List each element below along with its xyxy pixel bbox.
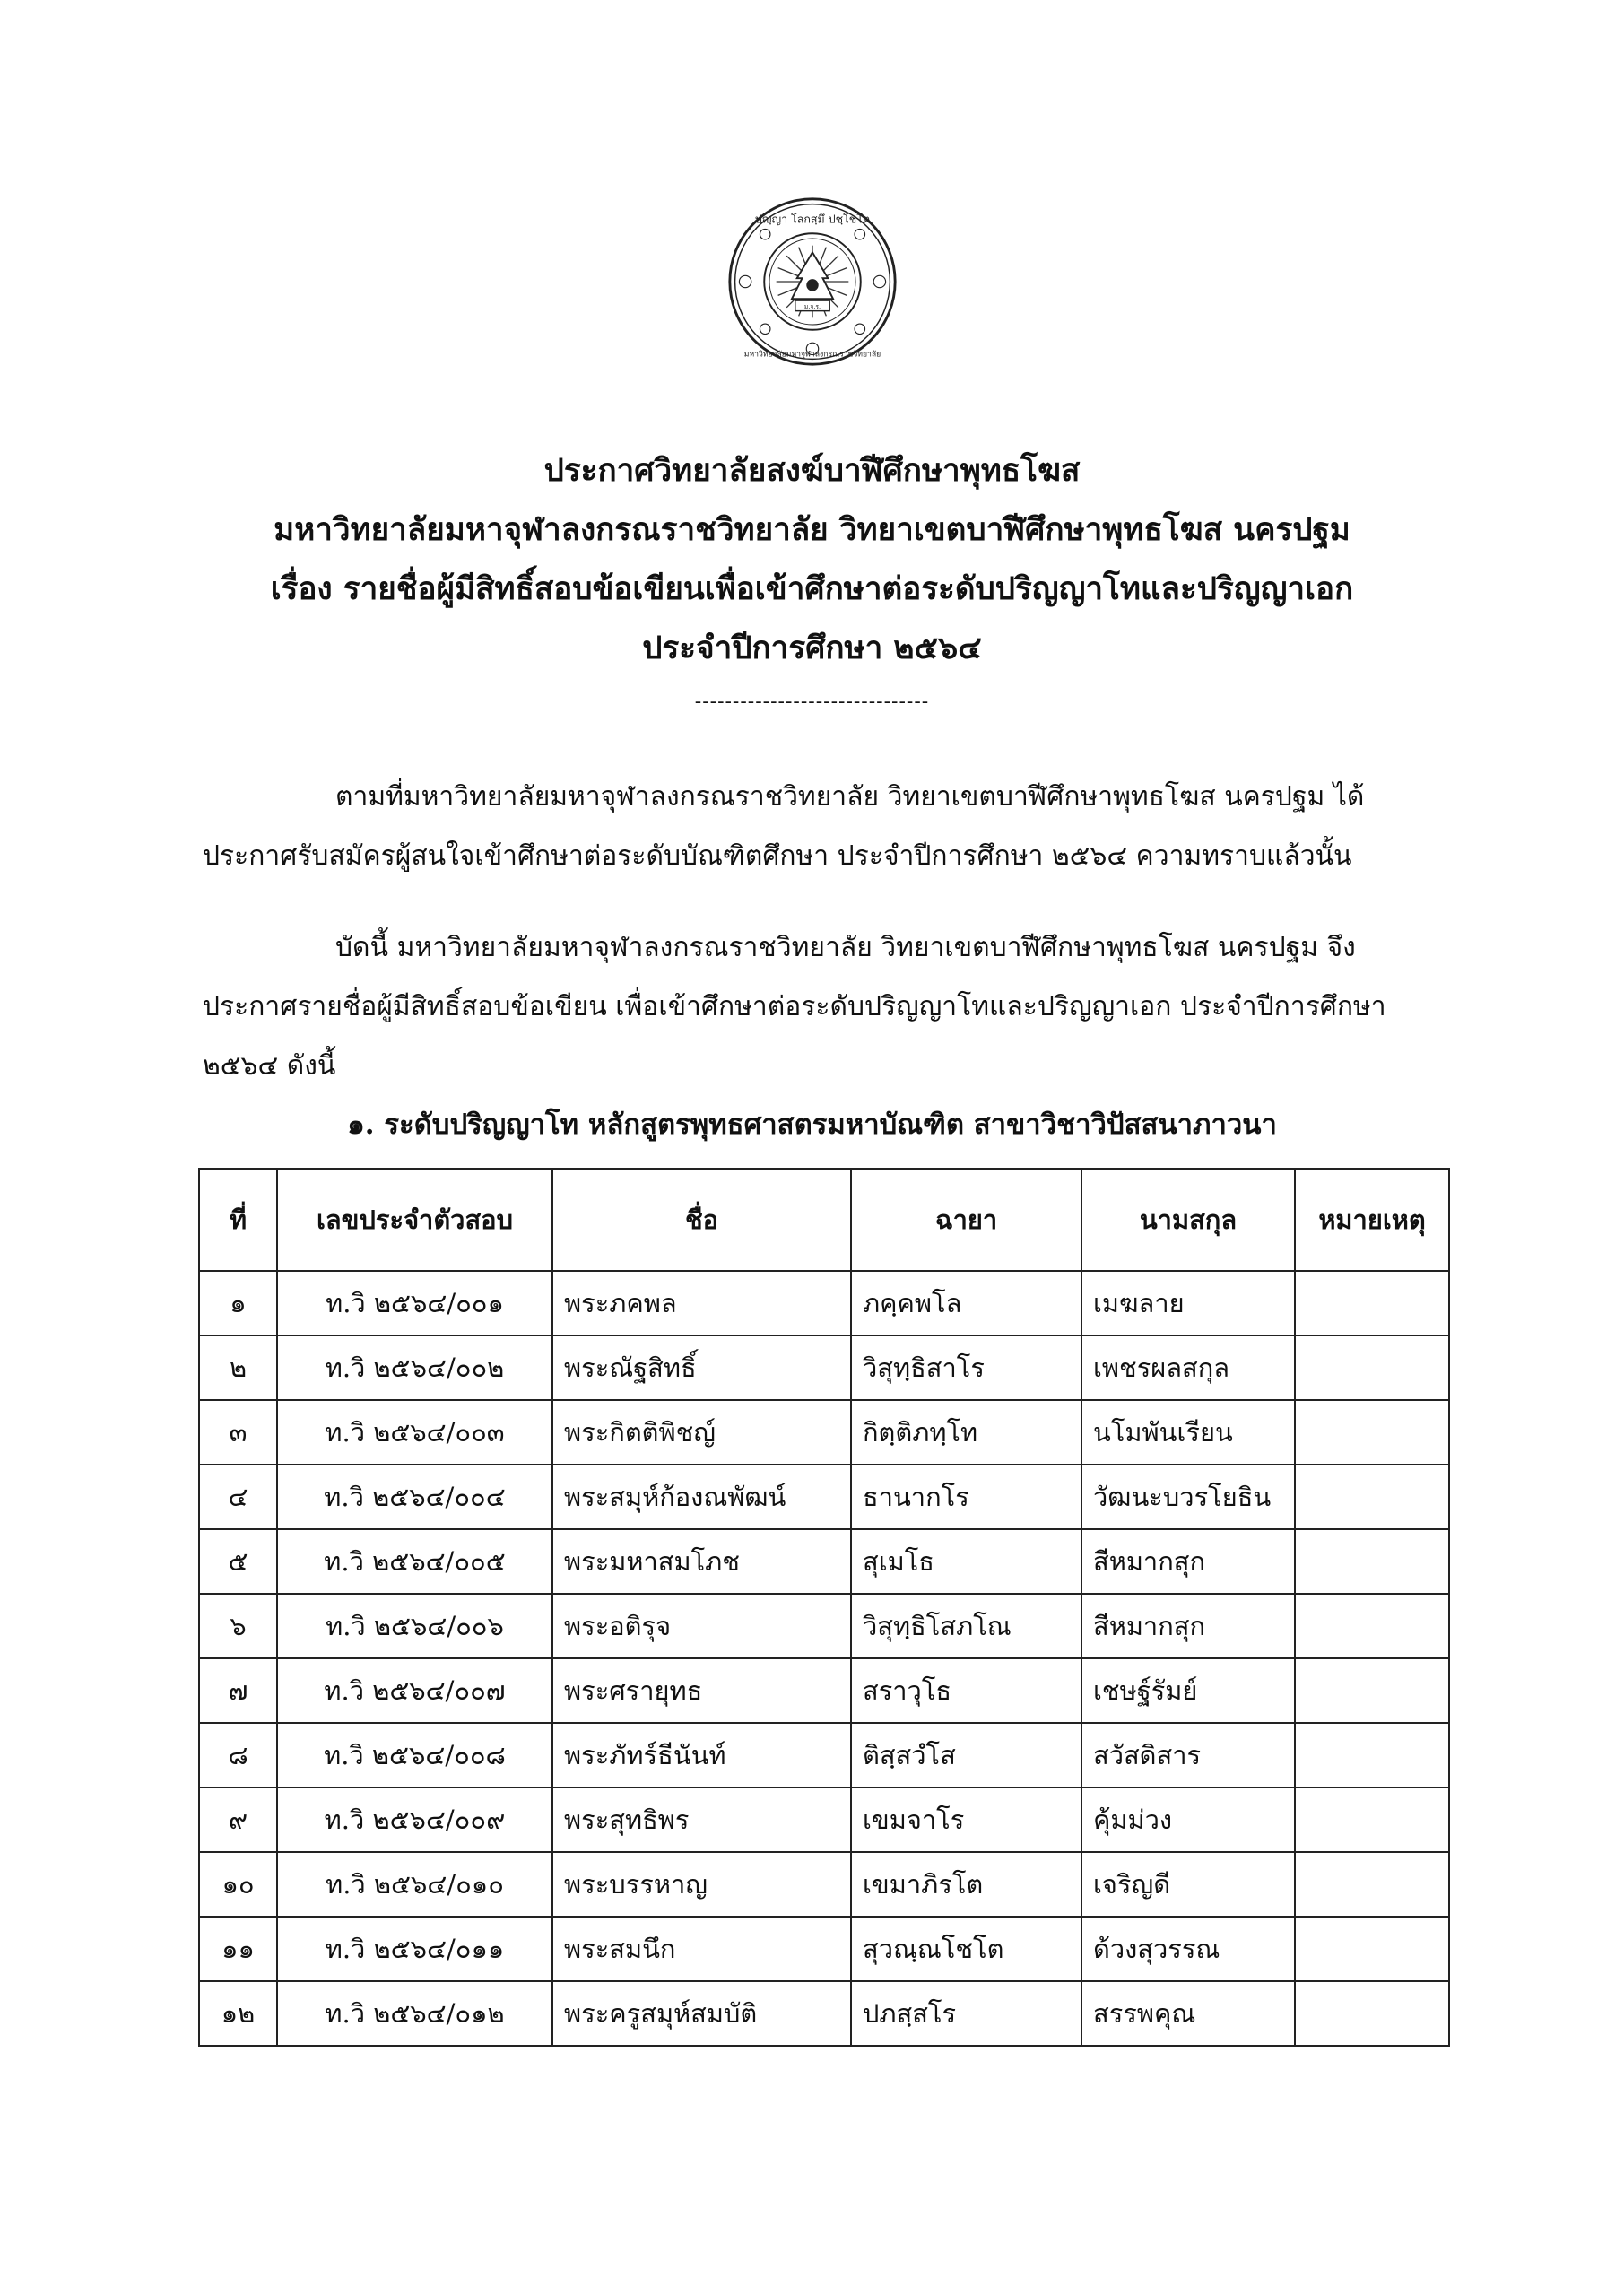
cell-monastic-name: เขมจาโร: [851, 1787, 1081, 1852]
cell-no: ๑๐: [199, 1852, 277, 1917]
cell-remarks: [1295, 1852, 1449, 1917]
table-row: [199, 1917, 1449, 1981]
heading-line-2: มหาวิทยาลัยมหาจุฬาลงกรณราชวิทยาลัย วิทยาเขตบาฬีศึกษาพุทธโฆส นครปฐม: [274, 511, 1350, 548]
cell-exam-id: ท.วิ ๒๕๖๔/๐๐๙: [277, 1787, 552, 1852]
column-header-remarks: หมายเหตุ: [1295, 1169, 1449, 1271]
cell-monastic-name: ภคฺคพโล: [851, 1271, 1081, 1335]
cell-remarks: [1295, 1723, 1449, 1787]
table-row: [199, 1594, 1449, 1658]
section-title: ๑. ระดับปริญญาโท หลักสูตรพุทธศาสตรมหาบัณฑิต สาขาวิชาวิปัสสนาภาวนา: [347, 1109, 1277, 1141]
cell-remarks: [1295, 1787, 1449, 1852]
cell-no: ๕: [199, 1529, 277, 1594]
table-row: [199, 1787, 1449, 1852]
svg-text:ปญฺญา โลกสฺมึ ปชฺโชโต: ปญฺญา โลกสฺมึ ปชฺโชโต: [754, 212, 871, 226]
cell-exam-id: ท.วิ ๒๕๖๔/๐๐๗: [277, 1658, 552, 1723]
cell-surname: วัฒนะบวรโยธิน: [1081, 1465, 1295, 1529]
column-header-no: ที่: [199, 1169, 277, 1271]
cell-exam-id: ท.วิ ๒๕๖๔/๐๑๑: [277, 1917, 552, 1981]
cell-surname: เชษฐ์รัมย์: [1081, 1658, 1295, 1723]
candidate-table: [198, 1168, 1450, 2047]
cell-no: ๑๒: [199, 1981, 277, 2046]
cell-no: ๒: [199, 1335, 277, 1400]
cell-no: ๓: [199, 1400, 277, 1465]
cell-no: ๑: [199, 1271, 277, 1335]
cell-exam-id: ท.วิ ๒๕๖๔/๐๐๕: [277, 1529, 552, 1594]
cell-name: พระกิตติพิชญ์: [552, 1400, 851, 1465]
cell-monastic-name: ธานากโร: [851, 1465, 1081, 1529]
cell-no: ๙: [199, 1787, 277, 1852]
cell-surname: สรรพคุณ: [1081, 1981, 1295, 2046]
cell-no: ๘: [199, 1723, 277, 1787]
cell-name: พระอติรุจ: [552, 1594, 851, 1658]
cell-surname: เมฆลาย: [1081, 1271, 1295, 1335]
cell-monastic-name: วิสุทฺธิโสภโณ: [851, 1594, 1081, 1658]
cell-remarks: [1295, 1271, 1449, 1335]
cell-remarks: [1295, 1400, 1449, 1465]
cell-monastic-name: วิสุทฺธิสาโร: [851, 1335, 1081, 1400]
cell-surname: นโมพันเรียน: [1081, 1400, 1295, 1465]
cell-exam-id: ท.วิ ๒๕๖๔/๐๐๓: [277, 1400, 552, 1465]
table-row: [199, 1400, 1449, 1465]
column-header-monastic-name: ฉายา: [851, 1169, 1081, 1271]
cell-exam-id: ท.วิ ๒๕๖๔/๐๐๒: [277, 1335, 552, 1400]
table-row: [199, 1723, 1449, 1787]
table-row: [199, 1981, 1449, 2046]
cell-name: พระภัทร์ธีนันท์: [552, 1723, 851, 1787]
cell-name: พระศรายุทธ: [552, 1658, 851, 1723]
cell-remarks: [1295, 1335, 1449, 1400]
cell-name: พระครูสมุห์สมบัติ: [552, 1981, 851, 2046]
paragraph-announcement-intro: ตามที่มหาวิทยาลัยมหาจุฬาลงกรณราชวิทยาลัย วิทยาเขตบาฬีศึกษาพุทธโฆส นครปฐม ได้ประกาศรับสมัครผู้สนใจเข้าศึกษาต่อระดับบัณฑิตศึกษา ประจำปีการศึกษา ๒๕๖๔ ความทราบแล้วนั้น: [203, 781, 1365, 872]
cell-surname: สีหมากสุก: [1081, 1529, 1295, 1594]
cell-exam-id: ท.วิ ๒๕๖๔/๐๐๖: [277, 1594, 552, 1658]
table-row: [199, 1335, 1449, 1400]
cell-name: พระณัฐสิทธิ์: [552, 1335, 851, 1400]
heading-line-4: ประจำปีการศึกษา ๒๕๖๔: [642, 630, 982, 666]
divider: -------------------------------: [694, 691, 930, 713]
svg-text:มหาวิทยาลัยมหาจุฬาลงกรณราชวิทย: มหาวิทยาลัยมหาจุฬาลงกรณราชวิทยาลัย: [743, 350, 881, 360]
cell-remarks: [1295, 1529, 1449, 1594]
cell-name: พระมหาสมโภช: [552, 1529, 851, 1594]
cell-name: พระสุทธิพร: [552, 1787, 851, 1852]
heading-line-1: ประกาศวิทยาลัยสงฆ์บาฬีศึกษาพุทธโฆส: [543, 452, 1081, 489]
cell-monastic-name: เขมาภิรโต: [851, 1852, 1081, 1917]
cell-exam-id: ท.วิ ๒๕๖๔/๐๑๐: [277, 1852, 552, 1917]
column-header-name: ชื่อ: [552, 1169, 851, 1271]
cell-surname: ด้วงสุวรรณ: [1081, 1917, 1295, 1981]
cell-monastic-name: สราวุโธ: [851, 1658, 1081, 1723]
cell-exam-id: ท.วิ ๒๕๖๔/๐๐๑: [277, 1271, 552, 1335]
cell-no: ๗: [199, 1658, 277, 1723]
cell-monastic-name: กิตฺติภทฺโท: [851, 1400, 1081, 1465]
cell-monastic-name: ติสฺสวํโส: [851, 1723, 1081, 1787]
heading-line-3: เรื่อง รายชื่อผู้มีสิทธิ์สอบข้อเขียนเพื่อเข้าศึกษาต่อระดับปริญญาโทและปริญญาเอก: [270, 570, 1354, 607]
cell-surname: เพชรผลสกุล: [1081, 1335, 1295, 1400]
cell-monastic-name: สุเมโธ: [851, 1529, 1081, 1594]
column-header-exam-id: เลขประจำตัวสอบ: [277, 1169, 552, 1271]
cell-surname: สวัสดิสาร: [1081, 1723, 1295, 1787]
cell-monastic-name: สุวณฺณโชโต: [851, 1917, 1081, 1981]
cell-remarks: [1295, 1658, 1449, 1723]
table-row: [199, 1529, 1449, 1594]
cell-monastic-name: ปภสฺสโร: [851, 1981, 1081, 2046]
table-row: [199, 1852, 1449, 1917]
cell-name: พระบรรหาญ: [552, 1852, 851, 1917]
cell-surname: สีหมากสุก: [1081, 1594, 1295, 1658]
cell-surname: เจริญดี: [1081, 1852, 1295, 1917]
table-header-row: [199, 1169, 1449, 1271]
cell-name: พระสมนึก: [552, 1917, 851, 1981]
cell-name: พระภคพล: [552, 1271, 851, 1335]
university-seal-icon: [726, 196, 899, 368]
cell-surname: คุ้มม่วง: [1081, 1787, 1295, 1852]
table-row: [199, 1271, 1449, 1335]
table-row: [199, 1658, 1449, 1723]
cell-exam-id: ท.วิ ๒๕๖๔/๐๐๔: [277, 1465, 552, 1529]
column-header-surname: นามสกุล: [1081, 1169, 1295, 1271]
paragraph-announcement-body: บัดนี้ มหาวิทยาลัยมหาจุฬาลงกรณราชวิทยาลัย วิทยาเขตบาฬีศึกษาพุทธโฆส นครปฐม จึงประกาศรายชื่อผู้มีสิทธิ์สอบข้อเขียน เพื่อเข้าศึกษาต่อระดับปริญญาโทและปริญญาเอก ประจำปีการศึกษา ๒๕๖๔ ดังนี้: [203, 932, 1386, 1082]
cell-name: พระสมุห์ก้องณพัฒน์: [552, 1465, 851, 1529]
table-row: [199, 1465, 1449, 1529]
cell-remarks: [1295, 1917, 1449, 1981]
svg-text:ม.จ.ร.: ม.จ.ร.: [803, 302, 821, 310]
cell-remarks: [1295, 1981, 1449, 2046]
cell-no: ๔: [199, 1465, 277, 1529]
cell-no: ๑๑: [199, 1917, 277, 1981]
cell-no: ๖: [199, 1594, 277, 1658]
cell-exam-id: ท.วิ ๒๕๖๔/๐๐๘: [277, 1723, 552, 1787]
cell-remarks: [1295, 1465, 1449, 1529]
cell-exam-id: ท.วิ ๒๕๖๔/๐๑๒: [277, 1981, 552, 2046]
cell-remarks: [1295, 1594, 1449, 1658]
